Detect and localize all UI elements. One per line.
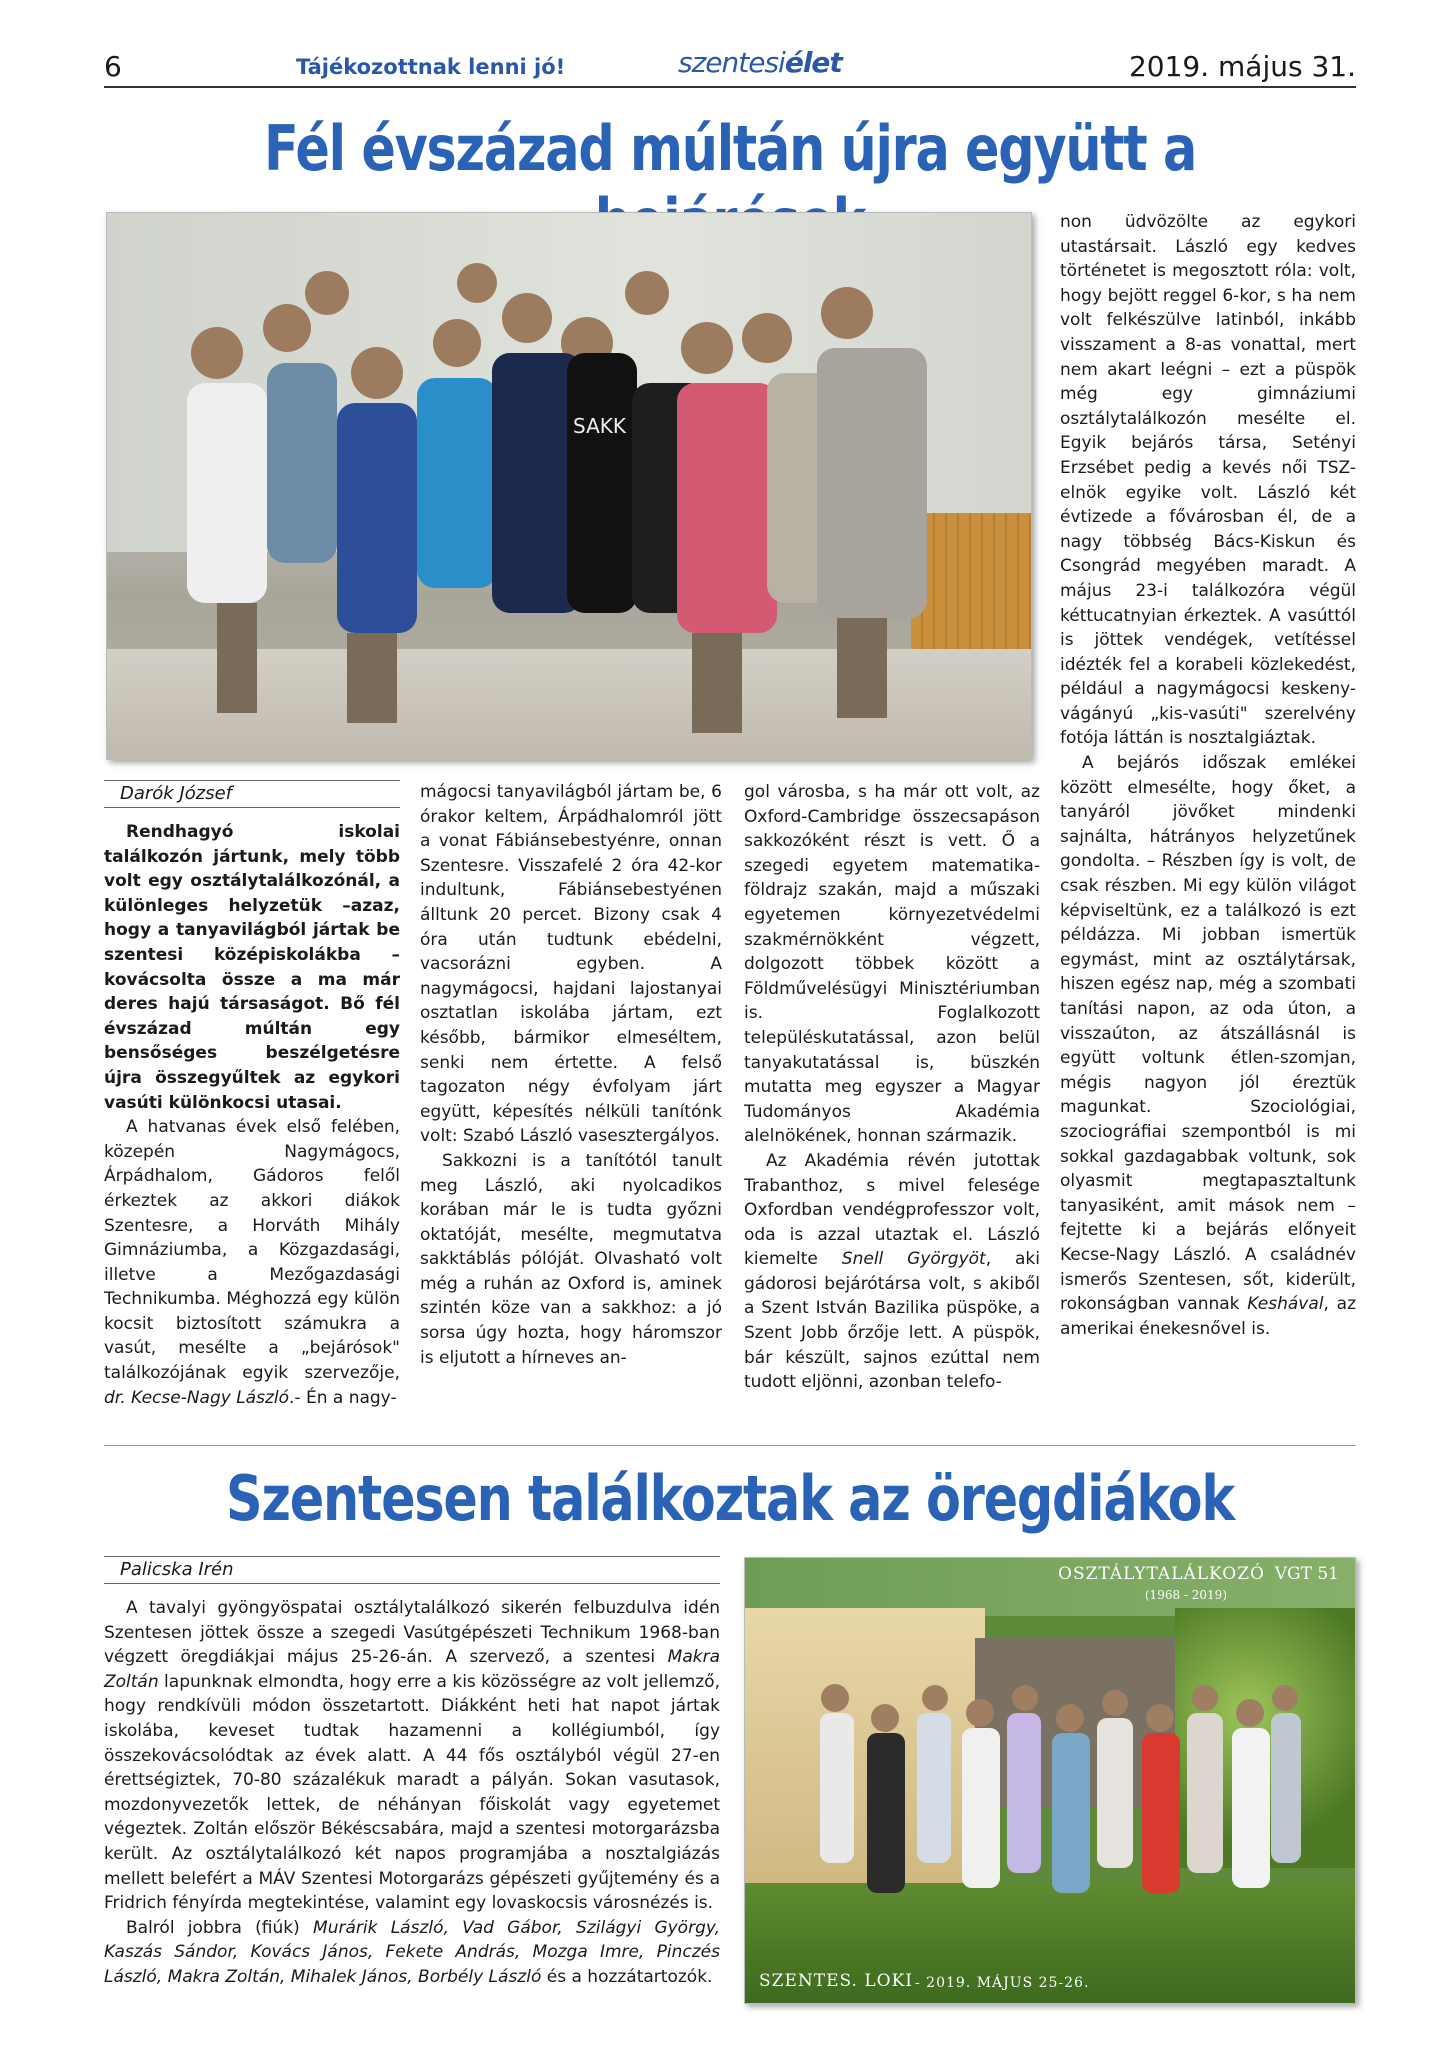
header-slogan: Tájékozottnak lenni jó! [296, 55, 566, 79]
article1-paragraph: A bejárós időszak emlékei között elmesélte, hogy őket, a tanyáról jövőket mindenki sajnálta, hátrányos helyzetűnek gondolta. – Részben így is volt, de csak részben. Mi egy külön világot képviseltünk, ez a találkozó is ezt példázza. Mi jobban ismertük egymást, mint az osztálytársak, hiszen egész nap, még a szombati tanítási napon, az oda úton, a visszaúton, az átszállásnál is együtt voltunk étlen-szomjan, mégis nagyon jól éreztük magunkat. Szociológiai, szociográfiai szempontból is mi sokkal gazdagabbak voltunk, sok olyasmit megtapasztaltunk tanyasiként, amit mások nem – fejtette ki a bejárás előnyeit Kecse-Nagy László. A családnév ismerős Szentesen, sőt, kiderült, rokonságban vannak Keshával, az amerikai énekesnővel is. [1060, 753, 1356, 1339]
article2-paragraph: Balról jobbra (fiúk) Murárik László, Vad Gábor, Szilágyi György, Kaszás Sándor, Kovács János, Fekete András, Mozga Imre, Pinczés László, Makra Zoltán, Mihalek János, Borbély László és a hozzátartozók. [104, 1917, 720, 1987]
photo-caption-date: - 2019. MÁJUS 25-26. [915, 1975, 1090, 1991]
photo-caption-years: (1968 - 2019) [1144, 1588, 1227, 1602]
article1-group-photo [106, 212, 1032, 760]
article1-byline: Darók József [104, 780, 400, 808]
article2-group-photo [744, 1557, 1356, 2004]
group-people-illustration [147, 233, 987, 753]
logo-part-1: szentesi [678, 46, 785, 79]
header-rule [104, 86, 1356, 88]
article1-paragraph: Az Akadémia révén jutottak Trabanthoz, s mivel felesége Oxfordban vendégprofesszor volt, oda is azzal utaztak el. László kiemelte Snell Györgyöt, aki gádorosi bejárótársa volt, s akiből a Szent István Bazilika püspöke, a Szent Jobb őrzője lett. A püspök, bár készült, sajnos ezúttal nem tudott eljönni, azonban telefo- [744, 1150, 1040, 1393]
photo-caption-top: OSZTÁLYTALÁLKOZÓ [1058, 1564, 1265, 1584]
photo-caption-location: SZENTES. LOKI [759, 1971, 913, 1991]
article1-paragraph: non üdvözölte az egykori utastársait. László egy kedves történetet is megosztott róla: volt, hogy bejött reggel 6-kor, s ha nem volt felkészülve latinból, inkább visszament a 8-as vonattal, mert nem akart leégni – ezt a püspök még egy gimnáziumi osztálytalálkozón mesélte el. Egyik bejárós társa, Setényi Erzsébet pedig a kevés női TSZ-elnök egyike volt. László két évtizede a fővárosban él, de a nagy többség Bács-Kiskun és Csongrád megyében maradt. A május 23-i találkozóra végül kéttucatnyian érkeztek. A vasúttól is jöttek vendégek, vetítéssel idézték fel a korabeli közlekedést, például a nagymágocsi keskeny-vágányú „kis-vasúti" szerelvény fotója láttán is nosztalgiáztak. [1060, 212, 1356, 749]
group-people-illustration [805, 1658, 1305, 1958]
article1-paragraph: mágocsi tanyavilágból jártam be, 6 órakor keltem, Árpádhalomról jött a vonat Fábiánsebestyénre, onnan Szentesre. Visszafelé 2 óra 42-kor indultunk, Fábiánsebestyénen álltunk 20 percet. Bizony csak 4 óra után tudtunk ebédelni, vacsorázni egyben. A nagymágocsi, hajdani lajostanyai osztatlan iskolába jártam, ezt később, bármikor elmeséltem, senki nem értette. A felső tagozaton négy évfolyam járt együtt, képesítés nélküli tanítónk volt: Szabó László vasesztergályos. [420, 782, 722, 1147]
article2-body [104, 1556, 720, 1990]
shirt-text: SAKK [573, 414, 626, 438]
article1-paragraph: gol városba, s ha már ott volt, az Oxford-Cambridge összecsapáson sakkozóként részt is vett. Ő a szegedi egyetem matematika-földrajz szakán, majd a műszaki egyetemen környezetvédelmi szakmérnökként végzett, dolgozott többek között a Földművelésügyi Minisztériumban is. Foglalkozott településkutatással, azon belül tanyakutatással is, büszkén mutatta meg egyszer a Magyar Tudományos Akadémia alelnökének, honnan származik. [744, 782, 1040, 1147]
article1-column-4 [1060, 210, 1356, 1341]
article-separator [104, 1445, 1356, 1446]
article2-title: Szentesen találkoztak az öregdiákok [226, 1462, 1234, 1535]
logo-part-2: élet [784, 46, 842, 79]
article1-column-1 [104, 780, 400, 1410]
photo-caption-code: VGT 51 [1274, 1564, 1339, 1584]
article1-title: Fél évszázad múltán újra együtt a [263, 112, 1197, 185]
article2-paragraph: A tavalyi gyöngyöspatai osztálytalálkozó sikerén felbuzdulva idén Szentesen jöttek össze a szegedi Vasútgépészeti Technikum 1968-ban végzett öregdiákjai május 25-26-án. A szervező, a szentesi Makra Zoltán lapunknak elmondta, hogy erre a kis közösségre az volt jellemző, hogy rendkívüli módon összetartott. Diákként heti hat napot jártak iskolába, keveset tudtak hazamenni a kollégiumból, így összekovácsolódtak az évek alatt. A 44 fős osztályból végül 27-en érettségiztek, 70-80 százalékuk maradt a pályán. Sokan vasutasok, mozdonyvezetők lettek, de néhányan főiskolát vagy egyetemet végeztek. Zoltán először Békéscsabára, majd a szentesi motorgarázsba került. Az osztálytalálkozó két napos programjába a nosztalgiázás mellett belefért a MÁV Szentesi Motorgarázs gépészeti gyűjtemény és a Fridrich fényírda megtekintése, valamint egy lovaskocsis városnézés is. [104, 1598, 720, 1914]
article2-byline: Palicska Irén [104, 1556, 720, 1584]
article1-paragraph: Sakkozni is a tanítótól tanult meg László, aki nyolcadikos korában már le is tudta győzni oktatóját, mesélte, megmutatva sakktáblás pólóját. Olvasható volt még a ruhán az Oxford is, aminek szintén köze van a sakkhoz: a jó sorsa úgy hozta, hogy háromszor is eljutott a hírneves an- [420, 1150, 722, 1368]
issue-date: 2019. május 31. [1128, 50, 1356, 83]
page-number: 6 [104, 50, 122, 83]
article1-paragraph: A hatvanas évek első felében, közepén Nagymágocs, Árpádhalom, Gádoros felől érkeztek az akkori diákok Szentesre, a Horváth Mihály Gimnáziumba, a Közgazdasági, illetve a Mezőgazdasági Technikumba. Méghozzá egy külön kocsit biztosított számukra a vasút, mesélte a „bejárósok" találkozójának egyik szervezője, dr. Kecse-Nagy László.- Én a nagy- [104, 1117, 400, 1408]
article1-column-2 [420, 780, 722, 1370]
article1-column-3 [744, 780, 1040, 1395]
newspaper-logo [678, 46, 842, 79]
article1-lead: Rendhagyó iskolai találkozón jártunk, mely több volt egy osztálytalálkozónál, a különleges helyzetük –azaz, hogy a tanyavilágból jártak be szentesi középiskolákba – kovácsolta össze a ma már deres hajú társaságot. Bő fél évszázad múltán egy bensőséges beszélgetésre újra összegyűltek az egykori vasúti különkocsi utasai. [104, 822, 400, 1113]
